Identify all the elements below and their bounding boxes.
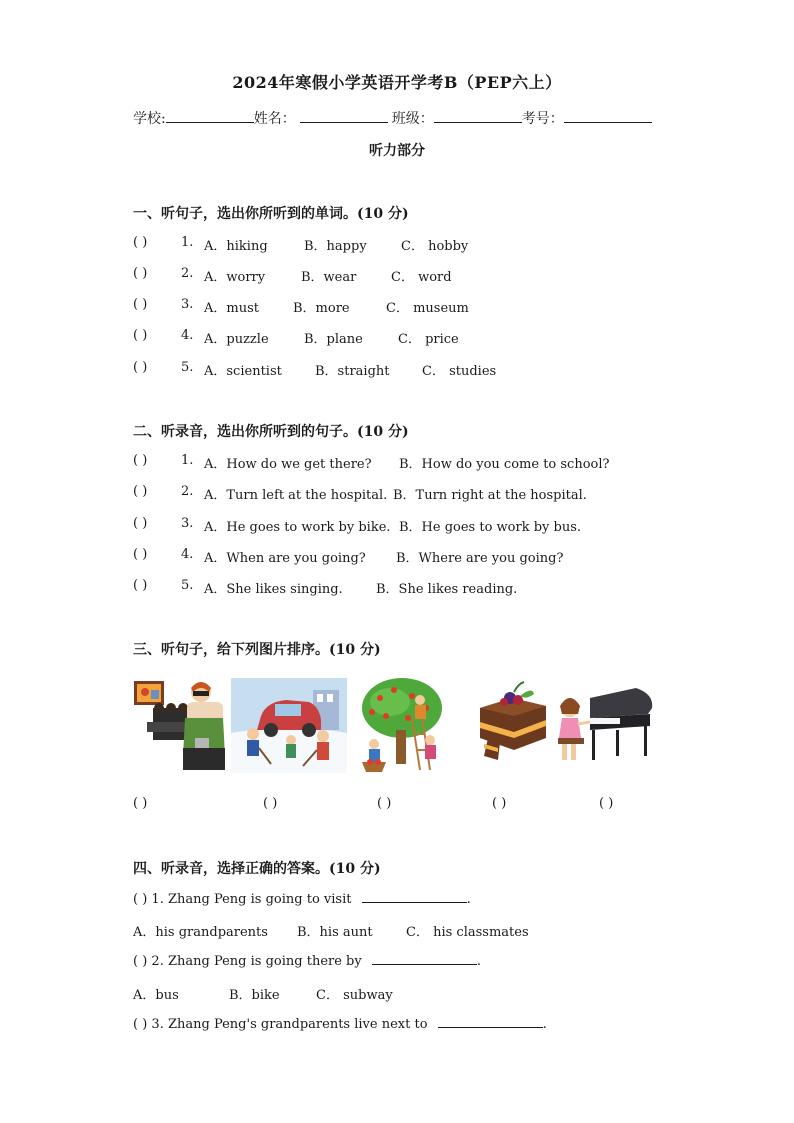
s2-item-2	[133, 484, 587, 503]
answer-blank[interactable]	[372, 952, 477, 965]
piano-picture	[556, 678, 656, 773]
option-a: A．She likes singing.	[204, 582, 343, 597]
option-c: C． his classmates	[406, 925, 529, 940]
s2-item-4	[133, 547, 564, 566]
answer-paren[interactable]: ( )	[133, 453, 148, 468]
item-number: 4.	[181, 328, 194, 343]
name-label: 姓名：	[253, 111, 296, 127]
option-c: C． museum	[386, 301, 469, 316]
s1-item-5	[133, 360, 497, 379]
option-a: A．bus	[133, 988, 179, 1003]
option-b: B．his aunt	[297, 925, 373, 940]
item-number: 1.	[181, 235, 194, 250]
option-a: A．hiking	[204, 239, 268, 254]
option-b: B．wear	[301, 270, 357, 285]
page-title: 2024年寒假小学英语开学考B（PEP六上）	[232, 73, 562, 92]
picture-2-answer[interactable]: ( )	[263, 796, 278, 811]
item-number: 1.	[181, 453, 194, 468]
student-info-line	[133, 108, 652, 128]
option-b: B．more	[293, 301, 350, 316]
class-blank[interactable]	[434, 108, 522, 123]
option-a: A．his grandparents	[133, 925, 268, 940]
s2-item-1	[133, 453, 610, 472]
s4-q1-options	[133, 921, 529, 940]
answer-blank[interactable]	[362, 890, 467, 903]
option-a: A．puzzle	[204, 332, 269, 347]
answer-paren[interactable]: ( )	[133, 266, 148, 281]
school-label: 学校:	[133, 111, 166, 127]
option-b: B．He goes to work by bus.	[399, 520, 582, 535]
picture-4-answer[interactable]: ( )	[492, 796, 507, 811]
option-a: A．Turn left at the hospital.	[204, 488, 388, 503]
school-blank[interactable]	[166, 108, 254, 123]
item-number: 3.	[181, 297, 194, 312]
answer-paren[interactable]: ( )	[133, 547, 148, 562]
s2-item-3	[133, 516, 582, 535]
option-b: B．straight	[315, 364, 390, 379]
item-number: 2.	[181, 266, 194, 281]
item-number: 5.	[181, 360, 194, 375]
option-a: A．How do we get there?	[204, 457, 372, 472]
question-text: 3. Zhang Peng's grandparents live next to	[151, 1017, 428, 1032]
item-number: 4.	[181, 547, 194, 562]
question-text: 2. Zhang Peng is going there by	[151, 954, 362, 969]
s4-question-2	[133, 952, 481, 969]
picture-5-answer[interactable]: ( )	[599, 796, 614, 811]
section-4-heading: 四、听录音，选择正确的答案。(10 分)	[133, 861, 381, 877]
s1-item-4	[133, 328, 459, 347]
answer-paren[interactable]: ( )	[133, 360, 148, 375]
s1-item-2	[133, 266, 452, 285]
option-b: B．She likes reading.	[376, 582, 518, 597]
option-b: B．bike	[229, 988, 280, 1003]
picture-1-answer[interactable]: ( )	[133, 796, 148, 811]
option-b: B．How do you come to school?	[399, 457, 610, 472]
question-text: 1. Zhang Peng is going to visit	[151, 892, 352, 907]
answer-paren[interactable]: ( )	[133, 235, 148, 250]
item-number: 3.	[181, 516, 194, 531]
number-label: 考号：	[521, 111, 564, 127]
name-blank[interactable]	[300, 108, 388, 123]
s2-item-5	[133, 578, 518, 597]
answer-paren[interactable]: ( )	[133, 578, 148, 593]
answer-paren[interactable]: ( )	[133, 954, 148, 969]
s4-q2-options	[133, 984, 393, 1003]
answer-paren[interactable]: ( )	[133, 297, 148, 312]
s4-question-3	[133, 1015, 547, 1032]
option-c: C． price	[398, 332, 459, 347]
section-2-heading: 二、听录音，选出你所听到的句子。(10 分)	[133, 424, 409, 440]
period: .	[466, 892, 471, 907]
item-number: 2.	[181, 484, 194, 499]
apple-picking-picture	[360, 678, 454, 773]
option-c: C． studies	[422, 364, 497, 379]
snow-shoveling-picture	[231, 678, 347, 773]
period: .	[542, 1017, 547, 1032]
option-b: B．happy	[304, 239, 367, 254]
answer-paren[interactable]: ( )	[133, 516, 148, 531]
option-c: C． subway	[316, 988, 393, 1003]
picture-3-answer[interactable]: ( )	[377, 796, 392, 811]
class-label: 班级：	[391, 111, 434, 127]
s1-item-3	[133, 297, 469, 316]
option-b: B．plane	[304, 332, 363, 347]
answer-blank[interactable]	[438, 1015, 543, 1028]
answer-paren[interactable]: ( )	[133, 484, 148, 499]
option-a: A．must	[204, 301, 259, 316]
section-3-heading: 三、听句子，给下列图片排序。(10 分)	[133, 642, 381, 658]
answer-paren[interactable]: ( )	[133, 892, 148, 907]
s4-question-1	[133, 890, 471, 907]
option-a: A．scientist	[204, 364, 282, 379]
option-a: A．worry	[204, 270, 266, 285]
option-b: B．Turn right at the hospital.	[393, 488, 587, 503]
answer-paren[interactable]: ( )	[133, 328, 148, 343]
item-number: 5.	[181, 578, 194, 593]
cake-picture	[474, 678, 552, 773]
number-blank[interactable]	[564, 108, 652, 123]
option-a: A．He goes to work by bike.	[204, 520, 391, 535]
cinema-picture	[133, 678, 230, 773]
option-b: B．Where are you going?	[396, 551, 564, 566]
period: .	[476, 954, 481, 969]
section-1-heading: 一、听句子，选出你所听到的单词。(10 分)	[133, 206, 409, 222]
option-c: C． word	[391, 270, 452, 285]
s1-item-1	[133, 235, 469, 254]
answer-paren[interactable]: ( )	[133, 1017, 148, 1032]
option-a: A．When are you going?	[204, 551, 366, 566]
listening-part-title: 听力部分	[369, 143, 425, 159]
option-c: C． hobby	[401, 239, 469, 254]
